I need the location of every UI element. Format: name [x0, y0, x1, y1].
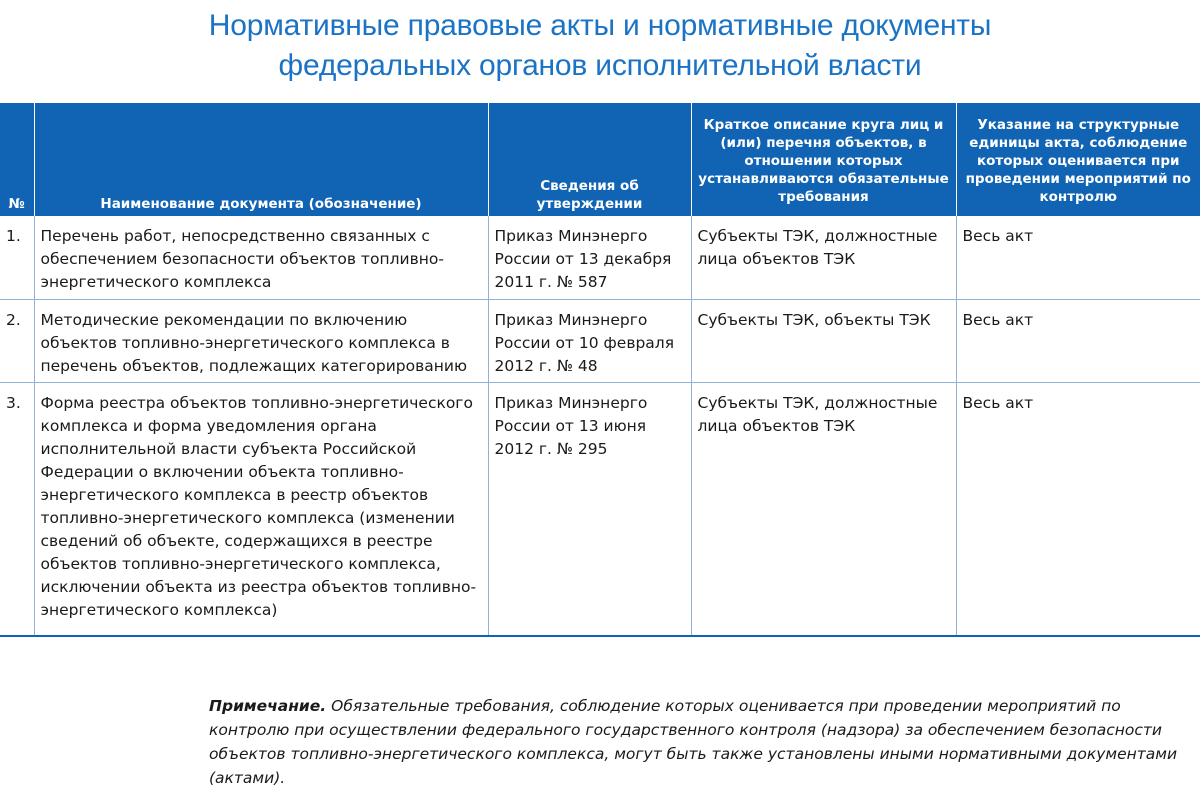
header-num: № [0, 103, 34, 216]
regulations-table [0, 103, 1200, 637]
page-title [0, 6, 1200, 86]
row-units: Весь акт [956, 299, 1200, 382]
header-approval: Сведения об утверждении [488, 103, 691, 216]
page-title-line-1: Нормативные правовые акты и нормативные документы [208, 9, 992, 42]
row-name: Перечень работ, непосредственно связанных с обеспечением безопасности объектов топливно-энергетического комплекса [34, 216, 488, 299]
row-num: 3. [0, 382, 34, 636]
row-approval: Приказ Минэнерго России от 13 июня 2012 г. № 295 [488, 382, 691, 636]
row-name: Форма реестра объектов топливно-энергетического комплекса и форма уведомления органа исполнительной власти субъекта Российской Федерации о включении объекта топливно-энергетического комплекса в реестр объектов топливно-энергетического комплекса (изменении сведений об объекте, содержащихся в реестре объектов топливно-энергетического комплекса, исключении объекта из реестра объектов топливно-энергетического комплекса) [34, 382, 488, 636]
footnote [209, 694, 1184, 790]
table-row [0, 299, 1200, 382]
row-num: 2. [0, 299, 34, 382]
table-header [0, 103, 1200, 216]
row-units: Весь акт [956, 216, 1200, 299]
row-description: Субъекты ТЭК, должностные лица объектов ТЭК [691, 216, 956, 299]
footnote-label: Примечание. [209, 697, 327, 715]
row-num: 1. [0, 216, 34, 299]
row-name: Методические рекомендации по включению объектов топливно-энергетического комплекса в перечень объектов, подлежащих категорированию [34, 299, 488, 382]
footnote-text: Обязательные требования, соблюдение которых оценивается при проведении мероприятий по контролю при осуществлении федерального государственного контроля (надзора) за обеспечением безопасности объектов топливно-энергетического комплекса, могут быть также установлены иными нормативными документами (актами). [209, 697, 1178, 787]
page-title-line-2: федеральных органов исполнительной власти [278, 49, 922, 82]
row-description: Субъекты ТЭК, должностные лица объектов ТЭК [691, 382, 956, 636]
row-description: Субъекты ТЭК, объекты ТЭК [691, 299, 956, 382]
row-units: Весь акт [956, 382, 1200, 636]
row-approval: Приказ Минэнерго России от 13 декабря 2011 г. № 587 [488, 216, 691, 299]
table-row [0, 216, 1200, 299]
header-name: Наименование документа (обозначение) [34, 103, 488, 216]
header-description: Краткое описание круга лиц и (или) перечня объектов, в отношении которых устанавливаются обязательные требования [691, 103, 956, 216]
row-approval: Приказ Минэнерго России от 10 февраля 2012 г. № 48 [488, 299, 691, 382]
table-row [0, 382, 1200, 636]
header-units: Указание на структурные единицы акта, соблюдение которых оценивается при проведении мероприятий по контролю [956, 103, 1200, 216]
